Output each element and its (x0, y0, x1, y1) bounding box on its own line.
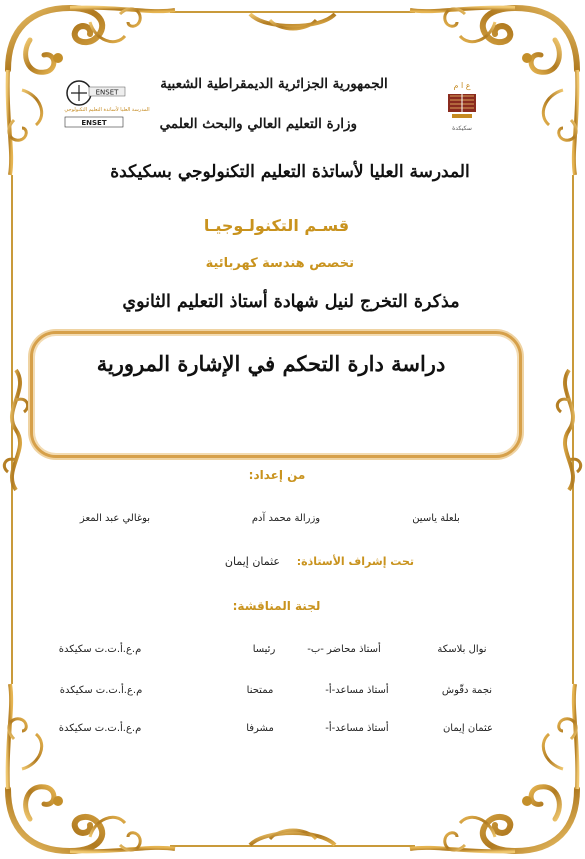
logo-right-text: سكيكدة (452, 125, 472, 132)
committee-label: لجنة المناقشة: (232, 599, 321, 613)
committee-row-3-role: مشرفا (246, 723, 274, 734)
committee-row-2-rank: أستاذ مساعد-أ- (325, 685, 389, 696)
institution-logo (444, 78, 480, 136)
school-title: المدرسة العليا لأساتذة التعليم التكنولوجي بسكيكدة (110, 162, 470, 182)
ministry-title: وزارة التعليم العالي والبحث العلمي (159, 116, 357, 132)
committee-row-2-institution: م.ع.أ.ت.ت سكيكدة (59, 685, 143, 696)
committee-row-2-role: ممتحنا (246, 685, 274, 696)
supervisor-label: تحت إشراف الأستاذة: (296, 555, 414, 568)
logo-left-mid-text: المدرسة العليا لأساتذة التعليم التكنولوجي (64, 107, 150, 113)
student-3: بوغالي عبد المعز (79, 513, 151, 524)
student-1: بلعلة ياسين (412, 513, 460, 524)
memo-title: مذكرة التخرج لنيل شهادة أستاذ التعليم الثانوي (122, 292, 460, 312)
department-label: قسـم التكنولـوجيـا (203, 216, 350, 235)
committee-row-1-role: رئيسا (252, 644, 276, 655)
svg-text:ع ا م: ع ا م (453, 81, 471, 90)
supervisor-name: عثمان إيمان (224, 555, 280, 568)
committee-row-3-name: عثمان إيمان (442, 723, 494, 734)
thesis-title: دراسة دارة التحكم في الإشارة المرورية (96, 351, 446, 376)
republic-title: الجمهورية الجزائرية الديمقراطية الشعبية (160, 76, 388, 92)
enset-logo (61, 77, 150, 129)
committee-row-2-name: نجمة دقّوش (441, 685, 493, 696)
committee-row-1-name: نوال بلاسكة (437, 644, 487, 655)
specialty-label: تخصص هندسة كهربائية (205, 256, 354, 271)
prepared-by-label: من إعداد: (248, 468, 306, 482)
logo-left-top-text: ENSET (95, 88, 119, 97)
committee-row-1-institution: م.ع.أ.ت.ت سكيكدة (58, 644, 142, 655)
committee-row-3-institution: م.ع.أ.ت.ت سكيكدة (58, 723, 142, 734)
logo-left-bottom-text: ENSET (81, 119, 107, 127)
student-2: وزرالة محمد آدم (251, 513, 321, 524)
committee-row-1-rank: أستاذ محاضر -ب- (307, 644, 381, 655)
committee-row-3-rank: أستاذ مساعد-أ- (325, 723, 389, 734)
